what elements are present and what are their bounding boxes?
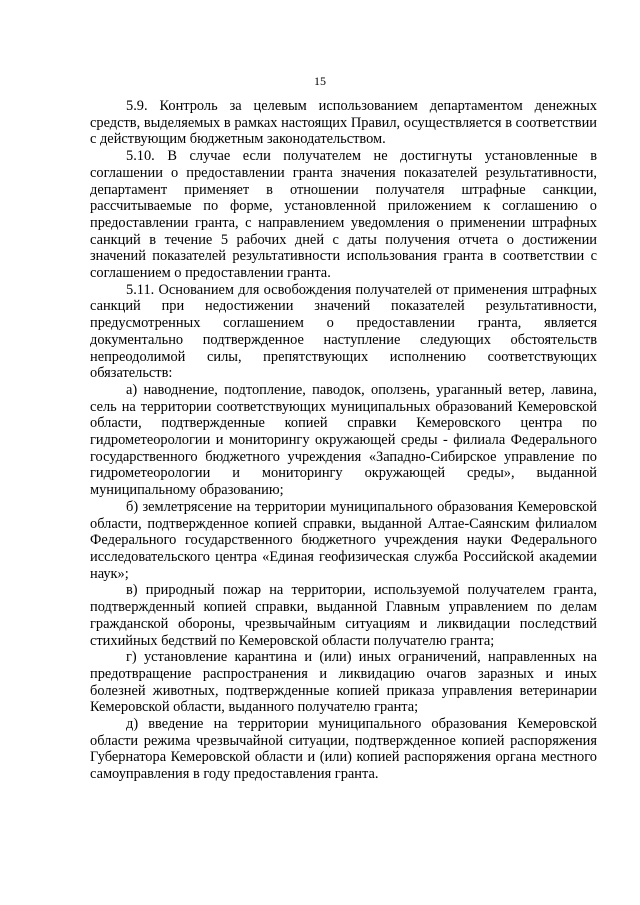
list-item-v: в) природный пожар на территории, используемой получателем гранта, подтвержденный копией справки, выданной Главным управлением по делам гражданской обороны, чрезвычайным ситуациям и ликвидации последствий стихийных бедствий по Кемеровской области получателю гранта; xyxy=(90,582,597,649)
list-item-a: а) наводнение, подтопление, паводок, оползень, ураганный ветер, лавина, сель на территории соответствующих муниципальных образований Кемеровской области, подтвержденные копией справки Кемеровского центра по гидрометеорологии и мониторингу окружающей среды - филиала Федерального государственного бюджетного учреждения «Западно-Сибирское управление по гидрометеорологии и мониторингу окружающей среды», выданной муниципальному образованию; xyxy=(90,381,597,499)
list-item-d: д) введение на территории муниципального образования Кемеровской области режима чрезвычайной ситуации, подтвержденное копией распоряжения Губернатора Кемеровской области и (или) копией распоряжения органа местного самоуправления в году предоставления гранта. xyxy=(90,716,597,783)
paragraph-5-9: 5.9. Контроль за целевым использованием департаментом денежных средств, выделяемых в рамках настоящих Правил, осуществляется в соответствии с действующим бюджетным законодательством. xyxy=(90,98,597,148)
page-number: 15 xyxy=(314,74,326,88)
document-body xyxy=(90,98,597,783)
list-item-g: г) установление карантина и (или) иных ограничений, направленных на предотвращение распространения и ликвидацию очагов заразных и иных болезней животных, подтвержденные копией приказа управления ветеринарии Кемеровской области, выданного получателю гранта; xyxy=(90,649,597,716)
paragraph-5-10: 5.10. В случае если получателем не достигнуты установленные в соглашении о предоставлении гранта значения показателей результативности, департамент применяет в отношении получателя штрафные санкции, рассчитываемые по форме, установленной приложением к соглашению о предоставлении гранта, с направлением уведомления о применении штрафных санкций в течение 5 рабочих дней с даты получения отчета о достижении значений показателей результативности использования гранта в соответствии с соглашением о предоставлении гранта. xyxy=(90,148,597,282)
paragraph-5-11: 5.11. Основанием для освобождения получателей от применения штрафных санкций при недостижении значений показателей результативности, предусмотренных соглашением о предоставлении гранта, является документально подтвержденное наступление следующих обстоятельств непреодолимой силы, препятствующих исполнению соответствующих обязательств: xyxy=(90,281,597,382)
list-item-b: б) землетрясение на территории муниципального образования Кемеровской области, подтвержденное копией справки, выданной Алтае-Саянским филиалом Федерального государственного бюджетного учреждения науки Федерального исследовательского центра «Единая геофизическая служба Российской академии наук»; xyxy=(90,498,597,582)
